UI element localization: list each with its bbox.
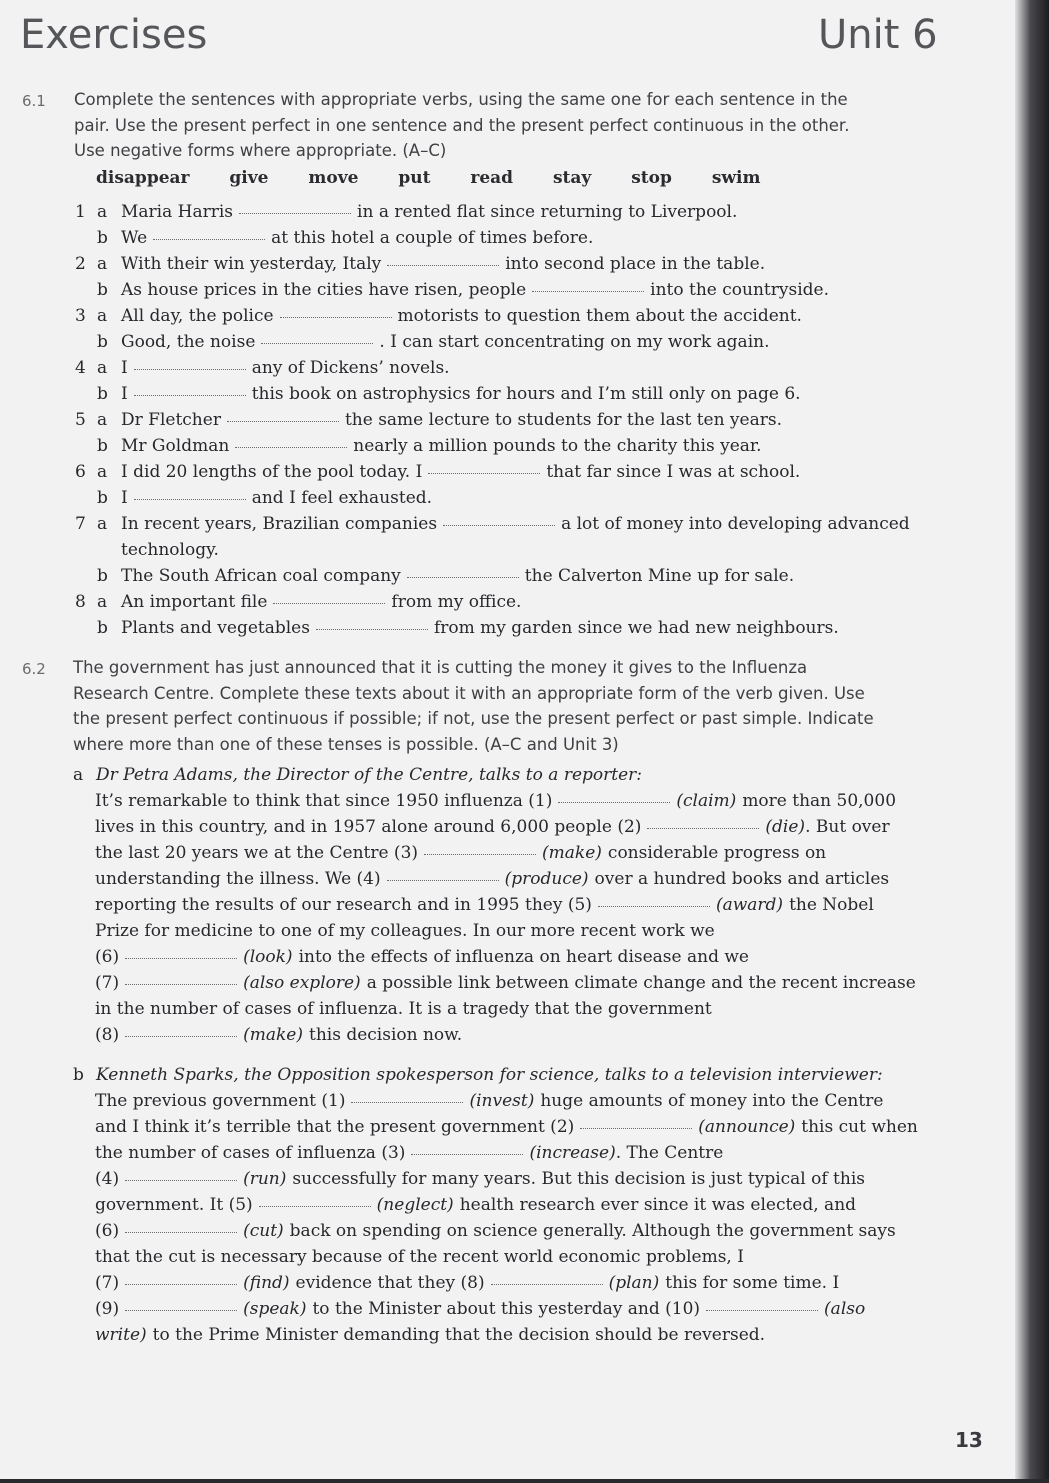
- page-title: Exercises: [20, 12, 208, 58]
- verb-prompt: (make): [542, 843, 602, 863]
- item-sentence: [121, 225, 593, 251]
- text-content: . But over: [805, 817, 890, 837]
- verb-prompt: (plan): [608, 1273, 660, 1293]
- text-content: (9): [95, 1299, 120, 1319]
- answer-blank[interactable]: [227, 420, 339, 422]
- text-content: reporting the results of our research and in 1995 they (5): [95, 895, 592, 915]
- answer-blank[interactable]: [125, 1035, 237, 1037]
- item-letter: b: [97, 618, 108, 638]
- instruction-line: Use negative forms where appropriate. (A–C): [74, 141, 447, 161]
- text-content: and I think it’s terrible that the present government (2): [95, 1117, 575, 1137]
- text-content: considerable progress on: [607, 843, 827, 863]
- sentence-start: I: [121, 488, 128, 508]
- item-letter: a: [97, 306, 108, 326]
- sentence-start: We: [121, 228, 148, 248]
- text-content: in the number of cases of influenza. It is a tragedy that the government: [95, 999, 712, 1019]
- text-line: [95, 1322, 765, 1348]
- sentence-end: the Calverton Mine up for sale.: [524, 566, 795, 586]
- answer-blank[interactable]: [558, 801, 670, 803]
- answer-blank[interactable]: [351, 1101, 463, 1103]
- item-number: 7: [75, 514, 86, 534]
- word-bank-item: swim: [711, 168, 761, 188]
- word-bank-item: give: [229, 168, 269, 188]
- item-number: 1: [75, 202, 86, 222]
- verb-prompt: (look): [243, 947, 293, 967]
- answer-blank[interactable]: [125, 1309, 237, 1311]
- text-content: evidence that they (8): [295, 1273, 485, 1293]
- instruction-line: where more than one of these tenses is possible. (A–C and Unit 3): [73, 735, 619, 755]
- answer-blank[interactable]: [125, 983, 237, 985]
- text-line: [95, 866, 889, 892]
- sentence-start: I did 20 lengths of the pool today. I: [121, 462, 423, 482]
- item-sentence: [121, 407, 782, 433]
- sentence-end: this book on astrophysics for hours and I’m still only on page 6.: [251, 384, 801, 404]
- text-line: [95, 1140, 723, 1166]
- text-line: [95, 1114, 918, 1140]
- word-bank-item: put: [398, 168, 431, 188]
- answer-blank[interactable]: [316, 628, 428, 630]
- answer-blank[interactable]: [153, 238, 265, 240]
- text-content: (6): [95, 1221, 120, 1241]
- item-letter: b: [97, 488, 108, 508]
- answer-blank[interactable]: [598, 905, 710, 907]
- word-bank: [96, 168, 794, 188]
- text-content: the number of cases of influenza (3): [95, 1143, 406, 1163]
- item-sentence: [121, 511, 910, 537]
- answer-blank[interactable]: [706, 1309, 818, 1311]
- instruction-line: pair. Use the present perfect in one sentence and the present perfect continuous in the other.: [74, 115, 850, 135]
- word-bank-item: stop: [631, 168, 672, 188]
- sentence-end: from my office.: [391, 592, 522, 612]
- text-content: this for some time. I: [665, 1273, 840, 1293]
- item-sentence: [121, 459, 800, 485]
- instruction-line: The government has just announced that it is cutting the money it gives to the Influenza: [73, 658, 808, 677]
- answer-blank[interactable]: [387, 879, 499, 881]
- verb-prompt: (produce): [504, 869, 589, 889]
- answer-blank[interactable]: [280, 316, 392, 318]
- text-content: (8): [95, 1025, 120, 1045]
- text-content: the last 20 years we at the Centre (3): [95, 843, 419, 863]
- item-sentence: [121, 589, 521, 615]
- sentence-start: As house prices in the cities have risen, people: [121, 280, 527, 300]
- exercise-number: 6.2: [22, 660, 46, 678]
- text-line: [95, 892, 874, 918]
- answer-blank[interactable]: [235, 446, 347, 448]
- verb-prompt: write): [95, 1325, 147, 1345]
- word-bank-item: disappear: [96, 168, 190, 188]
- item-sentence: [121, 433, 762, 459]
- text-line: [95, 1088, 883, 1114]
- text-line: [95, 1218, 896, 1244]
- item-sentence: [121, 485, 432, 511]
- sentence-end: into the countryside.: [650, 280, 829, 300]
- item-letter: b: [97, 566, 108, 586]
- sentence-end: in a rented flat since returning to Liverpool.: [357, 202, 738, 222]
- verb-prompt: (run): [243, 1169, 287, 1189]
- text-content: huge amounts of money into the Centre: [540, 1091, 884, 1111]
- section-letter: a: [73, 765, 84, 785]
- text-content: that the cut is necessary because of the recent world economic problems, I: [95, 1247, 744, 1267]
- item-letter: b: [97, 332, 108, 352]
- text-line: [95, 1192, 856, 1218]
- answer-blank[interactable]: [261, 342, 373, 344]
- item-number: 6: [75, 462, 86, 482]
- text-content: the Nobel: [789, 895, 874, 915]
- text-line: [95, 970, 916, 996]
- item-sentence: [121, 355, 450, 381]
- word-bank-item: read: [470, 168, 514, 188]
- text-content: Prize for medicine to one of my colleagues. In our more recent work we: [95, 921, 715, 941]
- verb-prompt: (invest): [469, 1091, 535, 1111]
- text-line: [95, 788, 896, 814]
- sentence-start: The South African coal company: [121, 566, 401, 586]
- item-number: 4: [75, 358, 86, 378]
- answer-blank[interactable]: [387, 264, 499, 266]
- answer-blank[interactable]: [125, 957, 237, 959]
- verb-prompt: (find): [243, 1273, 290, 1293]
- text-content: to the Minister about this yesterday and (10): [312, 1299, 701, 1319]
- text-line: [95, 996, 712, 1022]
- answer-blank[interactable]: [532, 290, 644, 292]
- unit-title: Unit 6: [818, 12, 938, 58]
- item-sentence: [121, 381, 801, 407]
- verb-prompt: (neglect): [376, 1195, 454, 1215]
- sentence-start: Mr Goldman: [121, 436, 230, 456]
- text-content: into the effects of influenza on heart disease and we: [298, 947, 749, 967]
- answer-blank[interactable]: [491, 1283, 603, 1285]
- verb-prompt: (die): [765, 817, 806, 837]
- text-line: [95, 1244, 744, 1270]
- page-binding-shadow: [1015, 0, 1049, 1483]
- item-letter: b: [97, 228, 108, 248]
- instruction-line: Complete the sentences with appropriate verbs, using the same one for each sentence in the: [74, 90, 848, 109]
- text-content: this cut when: [801, 1117, 918, 1137]
- text-content: over a hundred books and articles: [594, 869, 890, 889]
- verb-prompt: (make): [243, 1025, 303, 1045]
- answer-blank[interactable]: [259, 1205, 371, 1207]
- text-line: [95, 1166, 865, 1192]
- text-content: a possible link between climate change and the recent increase: [366, 973, 916, 993]
- item-letter: a: [97, 462, 108, 482]
- exercise-instructions: [73, 655, 943, 758]
- item-number: 3: [75, 306, 86, 326]
- answer-blank[interactable]: [125, 1283, 237, 1285]
- text-content: lives in this country, and in 1957 alone around 6,000 people (2): [95, 817, 642, 837]
- sentence-end: from my garden since we had new neighbours.: [433, 618, 839, 638]
- text-content: It’s remarkable to think that since 1950 influenza (1): [95, 791, 553, 811]
- sentence-start: Plants and vegetables: [121, 618, 310, 638]
- text-content: more than 50,000: [742, 791, 897, 811]
- answer-blank[interactable]: [407, 576, 519, 578]
- sentence-end: the same lecture to students for the last ten years.: [344, 410, 782, 430]
- exercise-instructions: [74, 87, 934, 164]
- item-sentence: [121, 303, 802, 329]
- verb-prompt: (speak): [243, 1299, 307, 1319]
- sentence-end: any of Dickens’ novels.: [251, 358, 450, 378]
- text-line: [95, 918, 715, 944]
- item-letter: a: [97, 358, 108, 378]
- answer-blank[interactable]: [580, 1127, 692, 1129]
- text-content: The previous government (1): [95, 1091, 346, 1111]
- exercise-number: 6.1: [22, 92, 46, 110]
- answer-blank[interactable]: [134, 498, 246, 500]
- verb-prompt: (award): [715, 895, 784, 915]
- instruction-line: the present perfect continuous if possible; if not, use the present perfect or past simple. Indicate: [73, 709, 874, 729]
- verb-prompt: (cut): [243, 1221, 284, 1241]
- sentence-start: All day, the police: [121, 306, 274, 326]
- item-letter: a: [97, 514, 108, 534]
- text-content: . The Centre: [615, 1143, 724, 1163]
- text-line: [95, 944, 749, 970]
- item-letter: b: [97, 280, 108, 300]
- text-content: successfully for many years. But this decision is just typical of this: [292, 1169, 866, 1189]
- item-sentence: [121, 615, 839, 641]
- sentence-start: technology.: [121, 540, 219, 560]
- text-content: (7): [95, 973, 120, 993]
- word-bank-item: move: [308, 168, 359, 188]
- sentence-start: Good, the noise: [121, 332, 256, 352]
- verb-prompt: (announce): [698, 1117, 796, 1137]
- text-content: understanding the illness. We (4): [95, 869, 381, 889]
- answer-blank[interactable]: [125, 1231, 237, 1233]
- item-sentence: [121, 277, 829, 303]
- item-letter: a: [97, 410, 108, 430]
- sentence-start: I: [121, 358, 128, 378]
- answer-blank[interactable]: [134, 394, 246, 396]
- text-line: [95, 1022, 462, 1048]
- item-letter: a: [97, 254, 108, 274]
- text-line: [95, 814, 890, 840]
- sentence-start: An important file: [121, 592, 268, 612]
- answer-blank[interactable]: [424, 853, 536, 855]
- sentence-end: . I can start concentrating on my work again.: [379, 332, 770, 352]
- answer-blank[interactable]: [411, 1153, 523, 1155]
- page-number: 13: [955, 1428, 983, 1452]
- text-content: (6): [95, 947, 120, 967]
- answer-blank[interactable]: [273, 602, 385, 604]
- item-sentence: [121, 537, 219, 563]
- item-sentence: [121, 251, 765, 277]
- sentence-start: I: [121, 384, 128, 404]
- item-sentence: [121, 329, 770, 355]
- verb-prompt: (claim): [676, 791, 737, 811]
- text-content: (4): [95, 1169, 120, 1189]
- verb-prompt: (also explore): [243, 973, 361, 993]
- answer-blank[interactable]: [239, 212, 351, 214]
- verb-prompt: (increase): [529, 1143, 616, 1163]
- verb-prompt: (also: [824, 1299, 866, 1319]
- sentence-start: In recent years, Brazilian companies: [121, 514, 438, 534]
- text-content: government. It (5): [95, 1195, 253, 1215]
- sentence-end: a lot of money into developing advanced: [561, 514, 910, 534]
- text-content: health research ever since it was elected, and: [459, 1195, 857, 1215]
- item-letter: b: [97, 384, 108, 404]
- text-content: back on spending on science generally. Although the government says: [289, 1221, 896, 1241]
- answer-blank[interactable]: [443, 524, 555, 526]
- section-intro: Dr Petra Adams, the Director of the Centre, talks to a reporter:: [96, 765, 642, 785]
- instruction-line: Research Centre. Complete these texts about it with an appropriate form of the verb given. Use: [73, 683, 865, 703]
- text-line: [95, 840, 826, 866]
- item-letter: a: [97, 592, 108, 612]
- section-letter: b: [73, 1065, 84, 1085]
- sentence-end: at this hotel a couple of times before.: [271, 228, 594, 248]
- answer-blank[interactable]: [647, 827, 759, 829]
- item-number: 5: [75, 410, 86, 430]
- item-number: 2: [75, 254, 86, 274]
- item-sentence: [121, 563, 794, 589]
- sentence-start: With their win yesterday, Italy: [121, 254, 382, 274]
- text-content: to the Prime Minister demanding that the decision should be reversed.: [152, 1325, 766, 1345]
- text-line: [95, 1270, 839, 1296]
- sentence-end: that far since I was at school.: [546, 462, 801, 482]
- sentence-end: and I feel exhausted.: [251, 488, 433, 508]
- section-intro: Kenneth Sparks, the Opposition spokesperson for science, talks to a television interviewer:: [96, 1065, 883, 1085]
- answer-blank[interactable]: [428, 472, 540, 474]
- item-sentence: [121, 199, 737, 225]
- item-letter: b: [97, 436, 108, 456]
- text-content: this decision now.: [308, 1025, 463, 1045]
- text-content: (7): [95, 1273, 120, 1293]
- sentence-end: motorists to question them about the accident.: [397, 306, 802, 326]
- item-letter: a: [97, 202, 108, 222]
- text-line: [95, 1296, 865, 1322]
- sentence-start: Dr Fletcher: [121, 410, 221, 430]
- item-number: 8: [75, 592, 86, 612]
- answer-blank[interactable]: [125, 1179, 237, 1181]
- word-bank-item: stay: [552, 168, 592, 188]
- sentence-start: Maria Harris: [121, 202, 234, 222]
- sentence-end: into second place in the table.: [505, 254, 766, 274]
- answer-blank[interactable]: [134, 368, 246, 370]
- sentence-end: nearly a million pounds to the charity this year.: [353, 436, 762, 456]
- page-bottom-edge: [0, 1479, 1049, 1483]
